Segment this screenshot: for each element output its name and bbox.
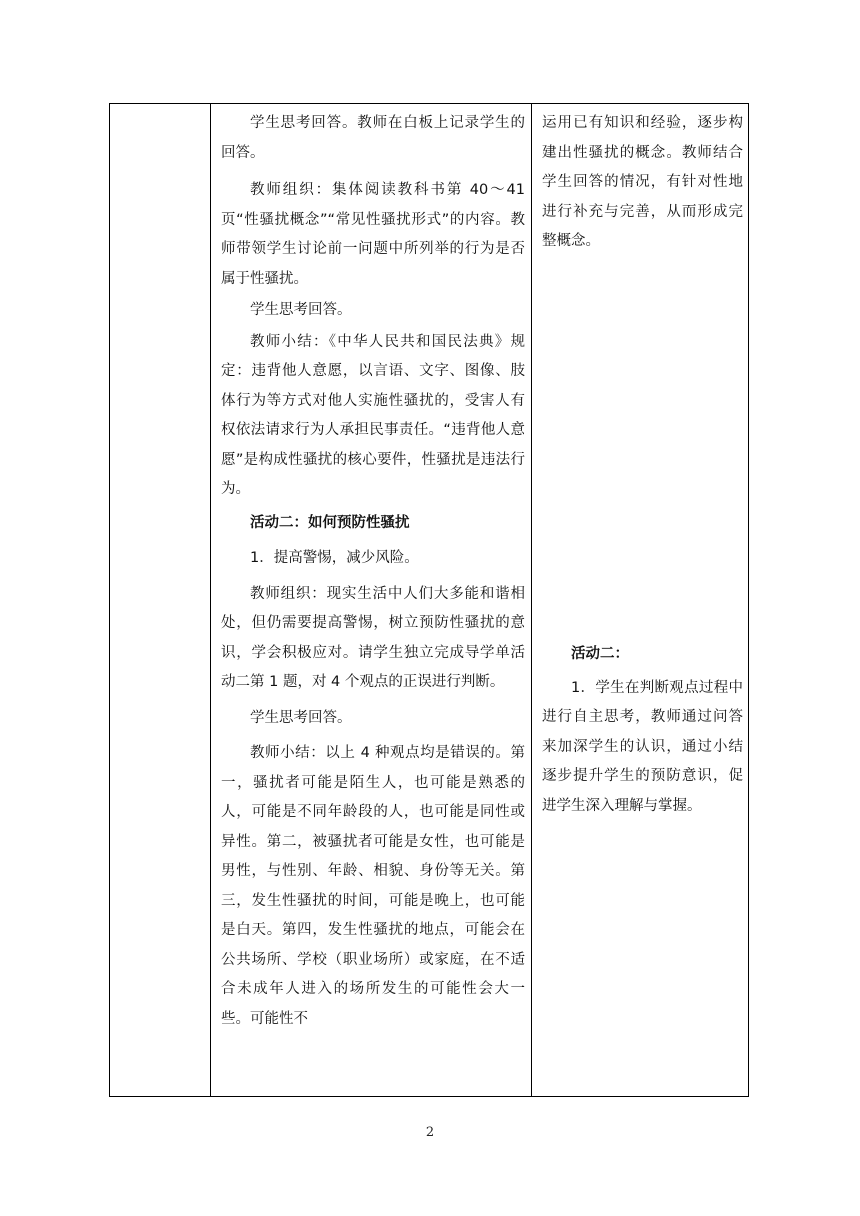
- paragraph: 学生思考回答。: [250, 709, 352, 726]
- paragraph: 1．学生在判断观点过程中进行自主思考，教师通过问答来加深学生的认识，通过小结逐步提升学生的预防意识，促进学生深入理解与掌握。: [542, 679, 743, 814]
- paragraph: 运用已有知识和经验，逐步构建出性骚扰的概念。教师结合学生回答的情况，有针对性地进行补充与完善，从而形成完整概念。: [542, 115, 743, 249]
- table-cell-design-intent: [532, 104, 749, 1096]
- paragraph: 活动二：: [571, 646, 629, 662]
- table-cell-teaching-process: [211, 104, 531, 1096]
- design-intent-text-top: [542, 104, 743, 257]
- table-cell-stage: [110, 104, 210, 1096]
- paragraph: 学生思考回答。教师在白板上记录学生的回答。: [221, 115, 525, 161]
- paragraph: 活动二：如何预防性骚扰: [250, 514, 410, 531]
- paragraph: 教师组织：集体阅读教科书第 40～41 页“性骚扰概念”“常见性骚扰形式”的内容。教师带领学生讨论前一问题中所列举的行为是否属于性骚扰。: [221, 182, 525, 287]
- design-intent-text-bottom: [542, 640, 743, 821]
- teaching-process-text: [221, 104, 525, 1034]
- paragraph: 教师组织：现实生活中人们大多能和谐相处，但仍需要提高警惕，树立预防性骚扰的意识，学会积极应对。请学生独立完成导学单活动二第 1 题，对 4 个观点的正误进行判断。: [221, 585, 525, 690]
- paragraph: 1．提高警惕，减少风险。: [250, 550, 419, 566]
- paragraph: 教师小结：《中华人民共和国民法典》规定：违背他人意愿，以言语、文字、图像、肢体行为等方式对他人实施性骚扰的，受害人有权依法请求行为人承担民事责任。“违背他人意愿”是构成性骚扰的核心要件，性骚扰是违法行为。: [221, 333, 525, 497]
- paragraph: 学生思考回答。: [250, 302, 352, 318]
- lesson-plan-table: [109, 103, 749, 1097]
- paragraph: 教师小结：以上 4 种观点均是错误的。第一，骚扰者可能是陌生人，也可能是熟悉的人，可能是不同年龄段的人，也可能是同性或异性。第二，被骚扰者可能是女性，也可能是男性，与性别、年龄、相貌、身份等无关。第三，发生性骚扰的时间，可能是晚上，也可能是白天。第四，发生性骚扰的地点，可能会在公共场所、学校（职业场所）或家庭，在不适合未成年人进入的场所发生的可能性会大一些。可能性不: [221, 745, 525, 1027]
- page-number: 2: [425, 1125, 435, 1140]
